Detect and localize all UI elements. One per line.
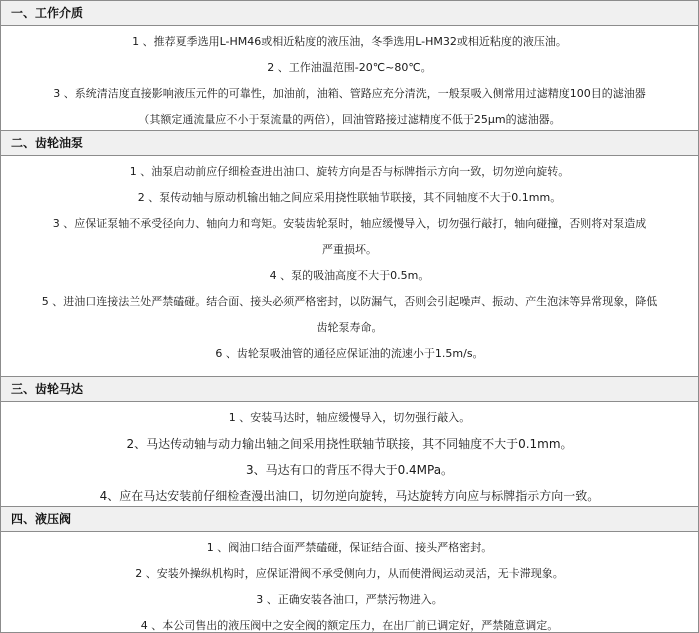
text-line: 1 、安装马达时，轴应缓慢导入，切勿强行敲入。 [228, 411, 471, 424]
section-gear-pump [1, 131, 698, 377]
text-line: 3 、正确安装各油口，严禁污物进入。 [256, 593, 443, 606]
section-title: 一、工作介质 [1, 1, 698, 26]
text-line: 2、马达传动轴与动力输出轴之间采用挠性联轴节联接，其不同轴度不大于0.1mm。 [126, 437, 573, 451]
text-line: 4 、泵的吸油高度不大于0.5m。 [269, 269, 430, 282]
section-body [1, 26, 698, 133]
section-title: 三、齿轮马达 [1, 377, 698, 402]
text-line: 2 、安装外操纵机构时，应保证滑阀不承受侧向力，从而使滑阀运动灵活，无卡滞现象。 [135, 567, 564, 580]
text-line: 1 、推荐夏季选用L-HM46或相近粘度的液压油，冬季选用L-HM32或相近粘度的液压油。 [132, 35, 567, 48]
text-line: 3 、系统清洁度直接影响液压元件的可靠性，加油前，油箱、管路应充分清洗，一般泵吸入侧常用过滤精度100目的滤油器 [53, 87, 646, 100]
section-title: 二、齿轮油泵 [1, 131, 698, 156]
text-line: 1 、阀油口结合面严禁磕碰，保证结合面、接头严格密封。 [206, 541, 493, 554]
text-line: 严重损坏。 [322, 243, 377, 256]
text-line: 3、马达有口的背压不得大于0.4MPa。 [245, 463, 454, 477]
text-line: 3 、应保证泵轴不承受径向力、轴向力和弯矩。安装齿轮泵时，轴应缓慢导入，切勿强行敲打，轴向碰撞，否则将对泵造成 [52, 217, 647, 230]
section-work-medium [1, 1, 698, 131]
section-hydraulic-valve [1, 507, 698, 633]
text-line: （其额定通流量应不小于泵流量的两倍），回油管路接过滤精度不低于25μm的滤油器。 [138, 113, 561, 126]
text-line: 6 、齿轮泵吸油管的通径应保证油的流速小于1.5m/s。 [215, 347, 484, 360]
section-gear-motor [1, 377, 698, 507]
text-line: 齿轮泵寿命。 [316, 321, 383, 334]
section-title: 四、液压阀 [1, 507, 698, 532]
text-line: 4 、本公司售出的液压阀中之安全阀的额定压力，在出厂前已调定好，严禁随意调定。 [140, 619, 559, 632]
text-line: 4、应在马达安装前仔细检查漫出油口，切勿逆向旋转，马达旋转方向应与标牌指示方向一致。 [99, 489, 600, 503]
section-body [1, 156, 698, 367]
section-body [1, 532, 698, 633]
text-line: 1 、油泵启动前应仔细检查进出油口、旋转方向是否与标牌指示方向一致，切勿逆向旋转。 [129, 165, 570, 178]
text-line: 2 、泵传动轴与原动机输出轴之间应采用挠性联轴节联接，其不同轴度不大于0.1mm。 [137, 191, 562, 204]
text-line: 5 、进油口连接法兰处严禁磕碰。结合面、接头必须严格密封，以防漏气，否则会引起噪声、振动、产生泡沫等异常现象，降低 [41, 295, 658, 308]
section-body [1, 402, 698, 509]
text-line: 2 、工作油温范围-20℃~80℃。 [267, 61, 432, 74]
